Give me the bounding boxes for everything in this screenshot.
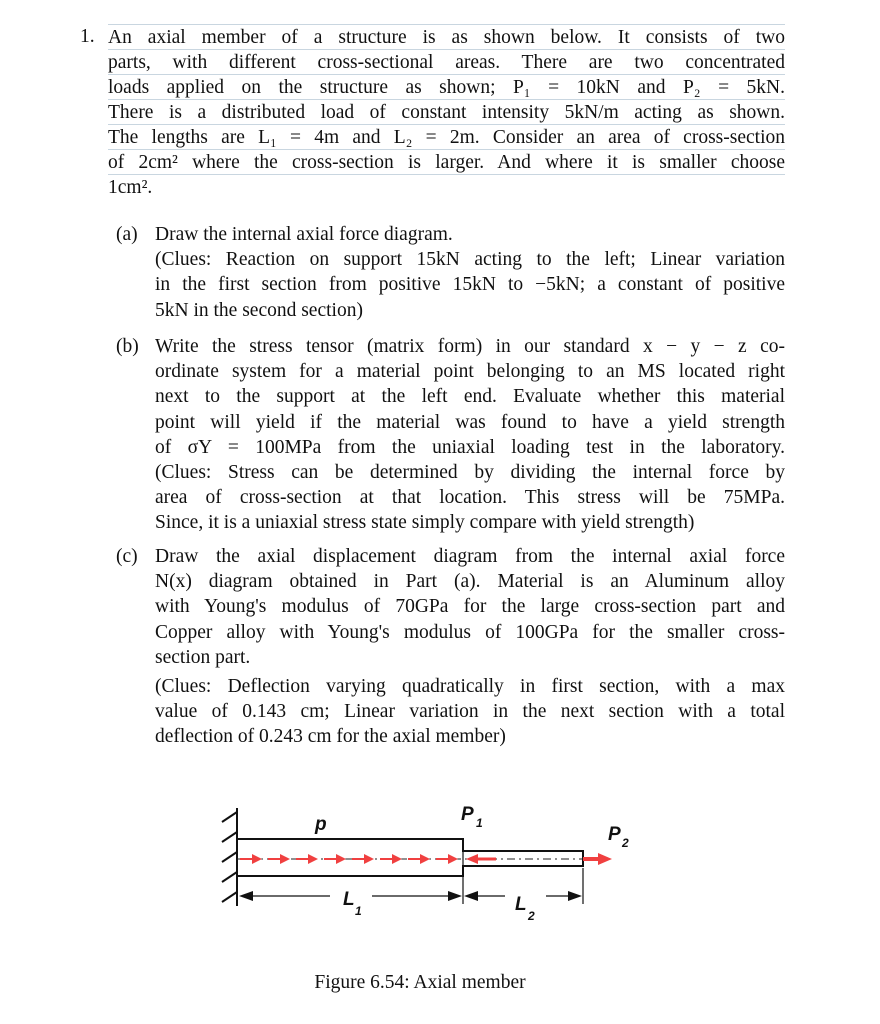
distributed-load-arrowhead [280, 854, 290, 864]
p2-label: P [608, 824, 621, 845]
part-line: with Young's modulus of 70GPa for the large cross-section part and [155, 596, 785, 618]
part-label: (a) [116, 224, 138, 245]
statement-line: There is a distributed load of constant intensity 5kN/m acting as shown. [108, 99, 785, 125]
member-outline [237, 839, 583, 876]
l2-label: L [515, 894, 527, 915]
part-label: (b) [116, 336, 139, 357]
distributed-load-arrowhead [448, 854, 458, 864]
part-line: point will yield if the material was found to have a yield strength [155, 411, 785, 433]
p1-arrow [466, 854, 496, 864]
part-line: Draw the internal axial force diagram. [155, 224, 453, 245]
part-line: value of 0.143 cm; Linear variation in the next section with a total [155, 701, 785, 723]
part-line: Since, it is a uniaxial stress state simply compare with yield strength) [155, 512, 695, 534]
p2-arrow [583, 853, 612, 865]
p1-label: P [461, 804, 474, 825]
part-line: section part. [155, 646, 251, 668]
part-line: (Clues: Deflection varying quadratically in first section, with a max [155, 676, 785, 697]
part-line: Draw the axial displacement diagram from the internal axial force [155, 546, 785, 567]
part-line: (Clues: Reaction on support 15kN acting to the left; Linear variation [155, 249, 785, 271]
problem-number: 1. [80, 26, 95, 47]
part-line: N(x) diagram obtained in Part (a). Material is an Aluminum alloy [155, 571, 785, 593]
part-label: (c) [116, 546, 138, 567]
part-line: Write the stress tensor (matrix form) in our standard x − y − z co- [155, 336, 785, 357]
part-line: Copper alloy with Young's modulus of 100GPa for the smaller cross- [155, 621, 785, 643]
distributed-load-label: p [315, 814, 327, 835]
statement-line: An axial member of a structure is as shown below. It consists of two [108, 24, 785, 50]
figure-caption: Figure 6.54: Axial member [314, 972, 526, 993]
statement-line: loads applied on the structure as shown; P₁ = 10kN and P₂ = 5kN. [108, 74, 785, 100]
statement-line: of 2cm² where the cross-section is larger. And where it is smaller choose [108, 149, 785, 175]
distributed-load-arrowhead [392, 854, 402, 864]
svg-text:2: 2 [528, 909, 535, 923]
statement-line: The lengths are L₁ = 4m and L₂ = 2m. Consider an area of cross-section [108, 124, 785, 150]
svg-text:1: 1 [476, 816, 483, 830]
distributed-load-arrowhead [336, 854, 346, 864]
part-line: deflection of 0.243 cm for the axial member) [155, 726, 506, 748]
part-line: 5kN in the second section) [155, 299, 363, 321]
part-line: next to the support at the left end. Evaluate whether this material [155, 386, 785, 408]
svg-text:1: 1 [355, 904, 362, 918]
part-line: ordinate system for a material point belonging to an MS located right [155, 361, 785, 383]
part-line: in the first section from positive 15kN to −5kN; a constant of positive [155, 274, 785, 296]
l1-label: L [343, 889, 355, 910]
statement-line: 1cm². [108, 174, 785, 200]
distributed-load-arrowhead [420, 854, 430, 864]
part-line: of σY = 100MPa from the uniaxial loading test in the laboratory. [155, 436, 785, 458]
part-line: (Clues: Stress can be determined by dividing the internal force by [155, 462, 785, 483]
distributed-load-arrowhead [308, 854, 318, 864]
distributed-load-arrowhead [364, 854, 374, 864]
svg-text:2: 2 [622, 836, 629, 850]
statement-line: parts, with different cross-sectional areas. There are two concentrated [108, 49, 785, 75]
distributed-load-arrowhead [252, 854, 262, 864]
part-line: area of cross-section at that location. This stress will be 75MPa. [155, 487, 785, 509]
